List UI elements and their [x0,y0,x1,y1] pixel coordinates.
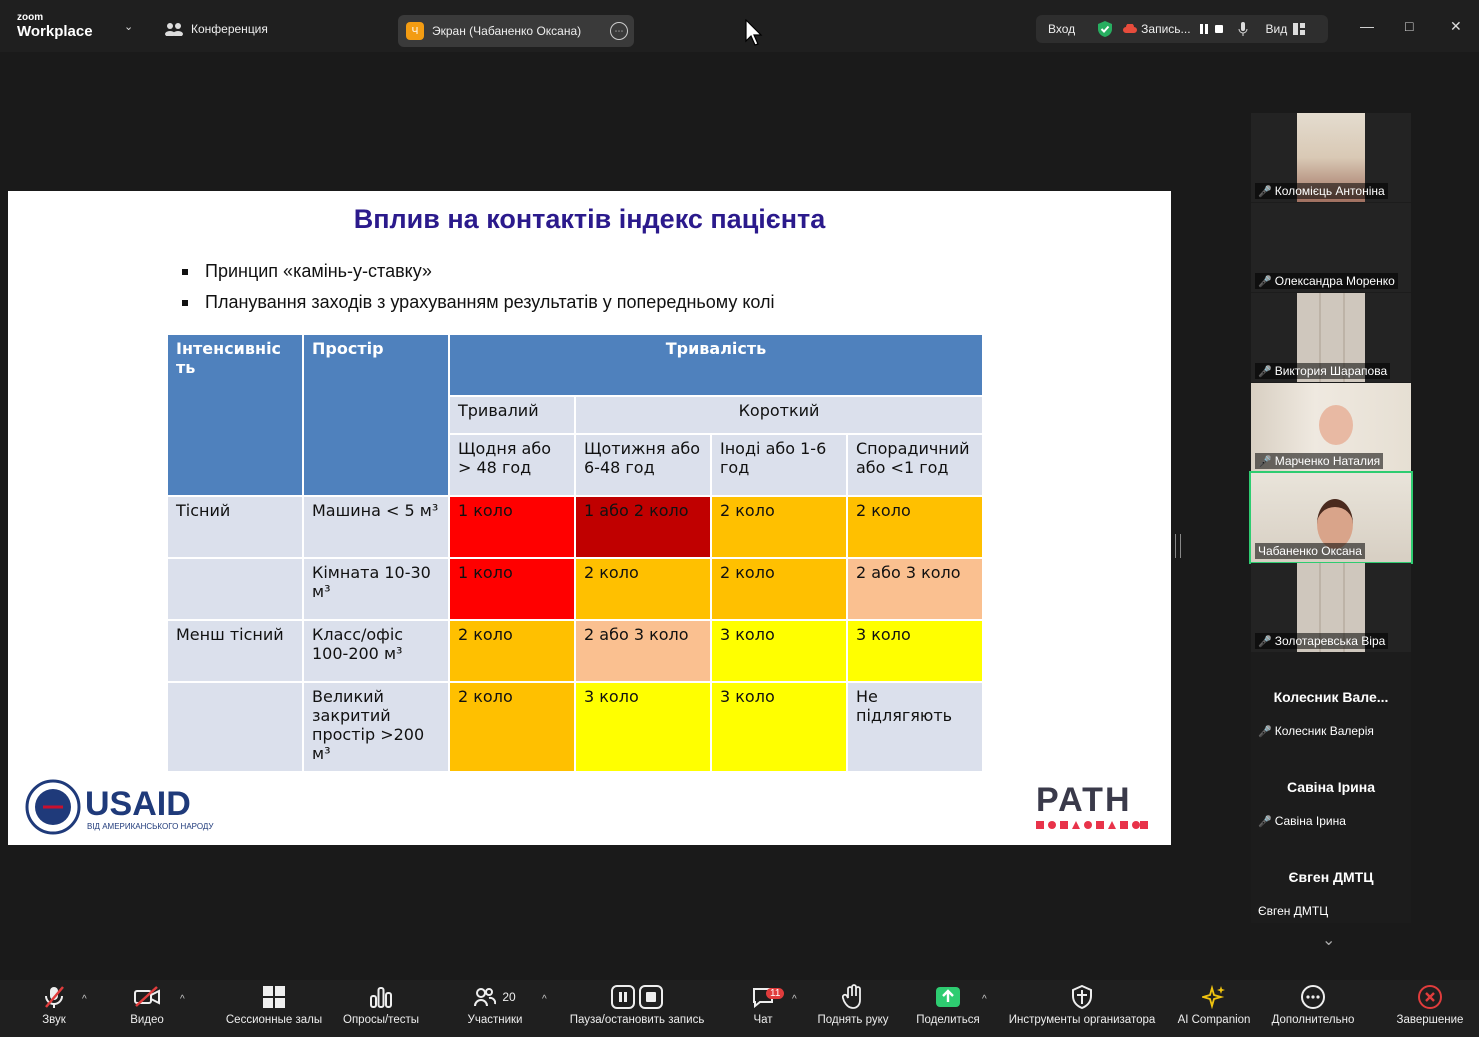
participant-name: Євген ДМТЦ [1258,904,1329,918]
muted-mic-icon [43,985,65,1009]
table-row [167,682,983,772]
minimize-icon[interactable]: — [1360,18,1374,34]
share-label: Поделиться [916,1014,980,1026]
muted-mic-icon: 🎤 [1258,725,1272,738]
share-screen-icon [935,986,961,1008]
top-bar [0,0,1479,52]
participant-tile[interactable] [1251,653,1411,742]
host-shield-icon [1072,985,1092,1009]
path-wordmark: PATH [1036,781,1132,819]
logo-small-text: zoom [17,12,44,23]
polls-button[interactable] [338,980,424,1037]
video-options-caret-icon[interactable]: ^ [180,994,185,1005]
end-meeting-button[interactable] [1392,980,1468,1037]
stop-recording-icon [639,985,663,1009]
participant-name: Савіна Ірина [1274,814,1346,828]
chat-options-caret-icon[interactable]: ^ [792,994,797,1005]
header-intensity: Інтенсивніс ть [167,334,303,496]
bullet-item [182,292,775,313]
zoom-logo [17,13,93,39]
participant-video-panel [1251,113,1411,923]
ai-companion-button[interactable] [1172,980,1256,1037]
people-icon [165,22,183,36]
mouse-cursor-icon [745,19,763,47]
more-icon[interactable]: ⋯ [610,22,628,40]
table-row [167,620,983,682]
participants-label: Участники [467,1014,523,1026]
cell-intensity [167,682,303,772]
raise-hand-button[interactable] [812,980,894,1037]
shared-slide [8,191,1171,845]
meeting-status-group [1036,15,1328,43]
cell-value: 1 коло [449,496,575,558]
participant-tile[interactable] [1251,113,1411,202]
more-options-label: Дополнительно [1271,1014,1355,1026]
cell-value: 2 коло [449,682,575,772]
participant-video [1317,499,1353,549]
pause-stop-recording-button[interactable] [562,980,712,1037]
cell-value: 3 коло [575,682,711,772]
participant-display-name: Савіна Ірина [1287,779,1375,795]
login-label[interactable]: Вход [1048,22,1076,36]
poll-chart-icon [369,986,393,1008]
breakout-rooms-icon [262,985,286,1009]
participant-tile-active-speaker[interactable] [1251,473,1411,562]
host-tools-label: Инструменты организатора [1008,1014,1156,1026]
logo-big-text: Workplace [17,23,93,40]
participant-name: Чабаненко Оксана [1258,544,1362,558]
audio-button[interactable] [26,980,82,1037]
cell-value: 3 коло [711,682,847,772]
participant-tile[interactable] [1251,203,1411,292]
shield-check-icon[interactable] [1097,20,1113,38]
participant-display-name: Євген ДМТЦ [1288,869,1374,885]
host-tools-button[interactable] [1002,980,1162,1037]
header-weekly: Щотижня або 6-48 год [575,434,711,496]
maximize-icon[interactable]: □ [1405,18,1414,34]
breakout-rooms-label: Сессионные залы [225,1014,323,1026]
participant-tile[interactable] [1251,563,1411,652]
header-daily: Щодня або > 48 год [449,434,575,496]
participant-name: Марченко Наталия [1274,454,1381,468]
pause-icon[interactable] [1199,23,1209,35]
share-screen-button[interactable] [910,980,986,1037]
polls-label: Опросы/тесты [343,1014,419,1026]
participant-display-name: Колесник Вале... [1273,689,1389,705]
audio-label: Звук [42,1014,66,1026]
conference-label: Конференция [191,22,268,36]
microphone-icon[interactable] [1238,21,1248,37]
pause-recording-icon [611,985,635,1009]
header-sporadic: Спорадичний або <1 год [847,434,983,496]
ai-sparkle-icon [1202,985,1226,1009]
share-options-caret-icon[interactable]: ^ [982,994,987,1005]
raise-hand-icon [842,984,864,1010]
cell-value: 2 коло [711,496,847,558]
muted-mic-icon: 🎤 [1258,185,1272,198]
muted-mic-icon: 🎤 [1258,635,1272,648]
video-button[interactable] [118,980,176,1037]
video-label: Видео [130,1014,164,1026]
grid-view-icon[interactable] [1293,23,1305,35]
participants-options-caret-icon[interactable]: ^ [542,994,547,1005]
raise-hand-label: Поднять руку [817,1014,889,1026]
participant-tile[interactable] [1251,833,1411,922]
chevron-down-icon[interactable]: ⌄ [124,21,134,33]
more-options-button[interactable] [1266,980,1360,1037]
cell-value: 3 коло [711,620,847,682]
participant-tile[interactable] [1251,383,1411,472]
screen-share-pill[interactable] [398,15,634,47]
cell-value: 2 коло [575,558,711,620]
meeting-toolbar [0,980,1479,1037]
participant-name: Олександра Моренко [1274,274,1395,288]
audio-options-caret-icon[interactable]: ^ [82,994,87,1005]
header-sometimes: Іноді або 1-6 год [711,434,847,496]
table-row [167,558,983,620]
slide-title: Вплив на контактів індекс пацієнта [353,204,826,234]
end-meeting-icon [1418,985,1442,1009]
chat-unread-badge: 11 [766,988,784,999]
view-label[interactable]: Вид [1265,22,1288,36]
sharer-avatar: Ч [406,22,424,40]
path-logo [1036,783,1148,835]
participant-tile[interactable] [1251,743,1411,832]
participant-name: Колесник Валерія [1274,724,1374,738]
muted-mic-icon: 🎤 [1258,815,1272,828]
participants-button[interactable] [460,980,530,1037]
header-space: Простір [303,334,449,496]
close-icon[interactable]: ✕ [1450,18,1462,34]
cell-value: 3 коло [847,620,983,682]
usaid-seal-icon [25,777,225,837]
chat-button[interactable] [742,980,784,1037]
participant-tile[interactable] [1251,293,1411,382]
usaid-tagline: ВІД АМЕРИКАНСЬКОГО НАРОДУ [87,822,214,831]
cell-value: 1 або 2 коло [575,496,711,558]
cell-intensity [167,558,303,620]
contact-intensity-table [166,333,984,773]
end-meeting-label: Завершение [1396,1014,1464,1026]
record-label[interactable]: Запись... [1141,22,1191,36]
breakout-rooms-button[interactable] [222,980,326,1037]
video-off-icon [133,986,161,1008]
more-icon [1301,985,1325,1009]
cell-value: 2 коло [449,620,575,682]
ai-companion-label: AI Companion [1177,1014,1251,1026]
cell-value: 2 коло [711,558,847,620]
participant-name: Золотаревська Віра [1274,634,1386,648]
cell-space: Кімната 10-30 м³ [303,558,449,620]
participant-name: Коломієць Антоніна [1274,184,1385,198]
usaid-logo [25,777,225,842]
muted-mic-icon: 🎤 [1258,365,1272,378]
muted-mic-icon: 🎤 [1258,275,1272,288]
usaid-wordmark: USAID [85,785,191,823]
record-controls-label: Пауза/остановить запись [569,1014,705,1026]
cell-intensity: Тісний [167,496,303,558]
table-row [167,496,983,558]
participants-count: 20 [502,990,516,1004]
cell-value: Не підлягяють [847,682,983,772]
bullet-text: Планування заходів з урахуванням результатів у попередньому колі [205,292,775,312]
participant-name: Виктория Шарапова [1274,364,1388,378]
bullet-item [182,261,775,282]
participant-video [1319,405,1353,445]
cell-value: 2 коло [847,496,983,558]
path-pattern-icon [1036,820,1148,830]
screen-share-label: Экран (Чабаненко Оксана) [432,24,582,38]
cell-value: 1 коло [449,558,575,620]
cell-space: Класс/офіс 100-200 м³ [303,620,449,682]
cell-value: 2 або 3 коло [847,558,983,620]
participants-icon [474,987,496,1007]
cell-space: Машина < 5 м³ [303,496,449,558]
header-short: Короткий [575,396,983,434]
stop-icon[interactable] [1214,24,1224,34]
cloud-record-icon [1123,24,1137,34]
bullet-list [182,261,775,323]
bullet-text: Принцип «камінь-у-ставку» [205,261,432,281]
header-duration: Тривалість [449,334,983,396]
header-long: Тривалий [449,396,575,434]
cell-intensity: Менш тісний [167,620,303,682]
chat-label: Чат [753,1014,773,1026]
scroll-down-chevron-icon[interactable]: ⌄ [1322,932,1336,949]
cell-space: Великий закритий простір >200 м³ [303,682,449,772]
cell-value: 2 або 3 коло [575,620,711,682]
resize-handle[interactable] [1175,534,1181,558]
muted-mic-icon: 🎤 [1258,455,1272,468]
conference-menu[interactable] [165,22,268,36]
